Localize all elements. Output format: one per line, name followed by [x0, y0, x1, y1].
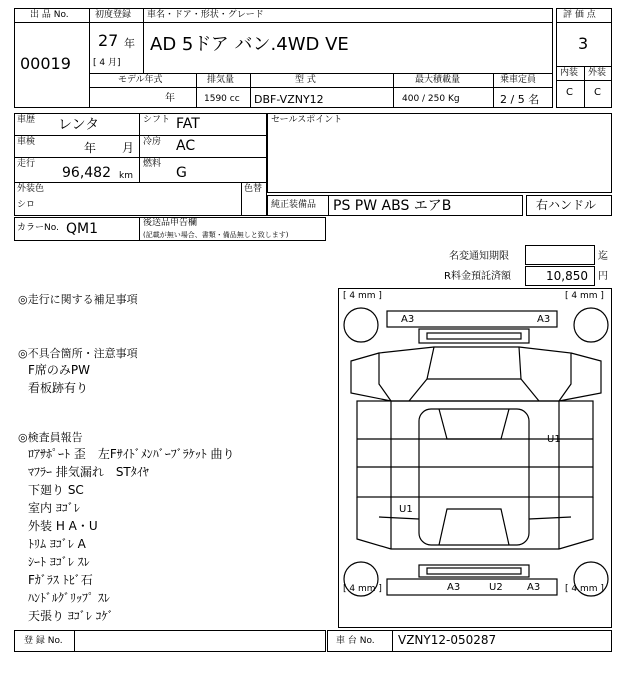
tire-rl: [ 4 mm ] [343, 584, 382, 594]
aftermarket-note: (記載が無い場合、書類・備品無しと致します) [143, 231, 289, 239]
type-value: DBF-VZNY12 [254, 93, 324, 106]
exterior-grade: C [594, 87, 601, 98]
first-reg-label: 初度登録 [95, 10, 132, 20]
inspector-line: 室内 ﾖｺﾞﾚ [28, 501, 80, 515]
capacity-header: 乗車定員 [500, 75, 537, 85]
capacity-value: 2 / 5 名 [500, 93, 540, 106]
inspection-label: 車検 [17, 137, 36, 147]
inspector-line: 外装 H A・U [28, 519, 98, 533]
interior-label: 内装 [560, 68, 579, 78]
driving-remarks-title: ◎走行に関する補足事項 [18, 293, 138, 306]
tire-fr: [ 4 mm ] [565, 291, 604, 301]
inspector-title: ◎検査員報告 [18, 431, 83, 444]
inspection-year-unit: 年 [84, 141, 97, 155]
first-reg-year: 27 [98, 31, 119, 50]
car-diagram [338, 288, 612, 628]
sales-point-box [267, 113, 612, 193]
ac-value: AC [176, 138, 196, 154]
defect-line: 看板跡有り [28, 381, 89, 395]
model-year-unit: 年 [165, 93, 175, 104]
recycle-value: 10,850 [546, 269, 588, 283]
exterior-color-box [14, 182, 267, 216]
damage-front-left: A3 [401, 314, 415, 325]
exterior-label: 外装 [588, 68, 607, 78]
mileage-label: 走行 [17, 159, 36, 169]
lot-no-label: 出 品 No. [30, 10, 69, 20]
model-year-header: モデル年式 [118, 75, 163, 85]
fuel-value: G [176, 165, 187, 181]
shift-value: FAT [176, 116, 200, 132]
inspector-line: 下廻り SC [28, 483, 84, 497]
inspector-line: Fｶﾞﾗｽ ﾄﾋﾞ石 [28, 573, 93, 587]
fuel-label: 燃料 [143, 159, 162, 169]
mileage-value: 96,482 [62, 165, 111, 181]
tire-fl: [ 4 mm ] [343, 291, 382, 301]
displacement-header: 排気量 [207, 75, 235, 85]
mileage-unit: km [119, 171, 133, 181]
wheel-front-left-icon [344, 308, 378, 342]
inspector-line: ﾄﾘﾑ ﾖｺﾞﾚ A [28, 537, 86, 551]
max-load-value: 400 / 250 Kg [402, 94, 460, 104]
lot-no: 00019 [20, 54, 71, 73]
details-left [14, 113, 267, 183]
defects-title: ◎不具合箇所・注意事項 [18, 347, 138, 360]
max-load-header: 最大積載量 [415, 75, 461, 85]
displacement-value: 1590 cc [204, 94, 240, 104]
inspector-line: ﾏﾌﾗｰ 排気漏れ STﾀｲﾔ [28, 465, 149, 479]
tire-rr: [ 4 mm ] [565, 584, 604, 594]
color-no-value: QM1 [66, 221, 99, 237]
name-change-unit: 迄 [598, 251, 608, 262]
equipment-value: PS PW ABS エアB [333, 198, 452, 214]
car-name: AD 5ドア バン.4WD VE [150, 34, 349, 55]
name-change-box [525, 245, 595, 265]
sales-point-label: セールスポイント [271, 115, 343, 125]
aftermarket-label: 後送品申告欄 [143, 218, 198, 228]
chassis-label: 車 台 No. [336, 636, 375, 646]
inspector-line: ｼｰﾄ ﾖｺﾞﾚ ｽﾚ [28, 555, 90, 569]
damage-rear-center: U2 [489, 582, 503, 593]
wheel-front-right-icon [574, 308, 608, 342]
damage-rear-right: A3 [527, 582, 541, 593]
equipment-label: 純正装備品 [271, 200, 317, 210]
grade-label: 評 価 点 [563, 10, 596, 20]
interior-grade: C [566, 87, 573, 98]
exterior-color-value: シロ [17, 200, 36, 210]
grade-value: 3 [578, 34, 589, 53]
type-header: 型 式 [295, 75, 316, 85]
name-change-label: 名変通知期限 [449, 251, 509, 262]
damage-right-side: U1 [547, 434, 561, 445]
year-unit: 年 [124, 37, 135, 50]
inspector-line: ﾊﾝﾄﾞﾙｸﾞﾘｯﾌﾟ ｽﾚ [28, 591, 110, 605]
inspector-line: 天張り ﾖｺﾞﾚ ｺｹﾞ [28, 609, 114, 623]
damage-left-side: U1 [399, 504, 413, 515]
color-no-label: カラーNo. [17, 223, 59, 233]
steering-value: 右ハンドル [536, 198, 597, 212]
chassis-no: VZNY12-050287 [398, 633, 497, 647]
first-reg-month: [ 4 月] [93, 58, 121, 68]
shift-label: シフト [143, 115, 171, 125]
recycle-unit: 円 [598, 271, 608, 282]
recycle-label: R料金預託済額 [444, 271, 511, 282]
exterior-color-label: 外装色 [17, 184, 45, 194]
reg-no-label: 登 録 No. [24, 636, 63, 646]
inspector-line: ﾛｱｻﾎﾟｰﾄ 歪 左Fｻｲﾄﾞﾒﾝﾊﾞｰﾌﾞﾗｹｯﾄ 曲り [28, 447, 235, 461]
inspection-month-unit: 月 [122, 141, 135, 155]
defect-line: F席のみPW [28, 363, 91, 377]
history-value: レンタ [58, 117, 100, 133]
car-name-label: 車名・ドア・形状・グレード [147, 10, 264, 20]
damage-front-right: A3 [537, 314, 551, 325]
ac-label: 冷房 [143, 137, 162, 147]
history-label: 車歴 [17, 115, 36, 125]
color-change-label: 色替 [244, 184, 263, 194]
damage-rear-left: A3 [447, 582, 461, 593]
